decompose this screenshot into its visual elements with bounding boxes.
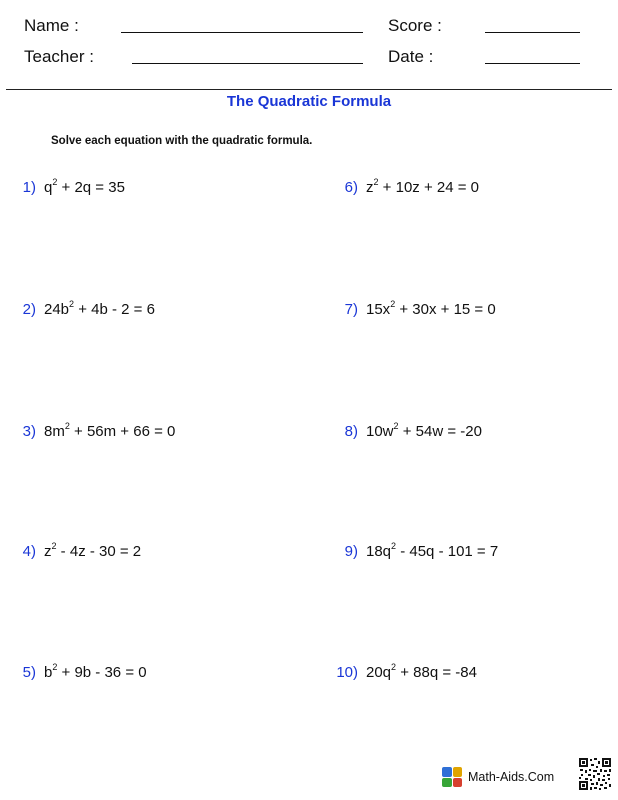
qr-code-icon [578,757,612,791]
name-label: Name : [24,16,79,35]
problem-equation: $z^2 - 4z - 30 = 2$ [44,541,142,560]
problem-number: 9) [344,543,358,560]
problem-equation: $b^2 + 9b - 36 = 0$ [44,662,147,681]
problem-9 [330,542,498,562]
problem-number: 5) [22,664,36,681]
score-label: Score : [388,16,442,35]
problem-number: 4) [22,543,36,560]
problem-number: 8) [344,423,358,440]
footer-brand[interactable] [442,766,554,788]
problem-1 [16,178,125,198]
header-divider [6,89,612,90]
problem-equation: $20q^2 + 88q = -84$ [366,662,477,681]
problem-equation: $15x^2 + 30x + 15 = 0$ [366,299,496,318]
problem-number: 7) [344,301,358,318]
problem-6 [330,178,479,198]
problem-10 [330,663,477,683]
teacher-field[interactable] [132,63,363,64]
problem-number: 6) [344,179,358,196]
problem-number: 2) [22,301,36,318]
calculator-grid-icon [442,767,462,787]
date-label: Date : [388,47,434,66]
instructions-text: Solve each equation with the quadratic formula. [51,135,313,147]
problem-5 [16,663,147,683]
problem-7 [330,300,496,320]
problem-number: 1) [22,179,36,196]
problem-equation: $24b^2 + 4b - 2 = 6$ [44,299,155,318]
problem-2 [16,300,155,320]
problem-4 [16,542,141,562]
problem-3 [16,422,175,442]
worksheet-title: The Quadratic Formula [226,93,392,110]
problem-equation: $8m^2 + 56m + 66 = 0$ [44,421,176,440]
problem-equation: $10w^2 + 54w = -20$ [366,421,482,440]
name-field[interactable] [121,32,363,33]
problem-8 [330,422,482,442]
problem-number: 3) [22,423,36,440]
date-field[interactable] [485,63,580,64]
teacher-label: Teacher : [24,47,94,66]
problem-number: 10) [336,664,358,681]
problem-equation: $z^2 + 10z + 24 = 0$ [366,177,480,196]
problem-equation: $18q^2 - 45q - 101 = 7$ [366,541,499,560]
site-link[interactable]: Math-Aids.Com [468,770,555,784]
score-field[interactable] [485,32,580,33]
problem-equation: $q^2 + 2q = 35$ [44,177,125,196]
